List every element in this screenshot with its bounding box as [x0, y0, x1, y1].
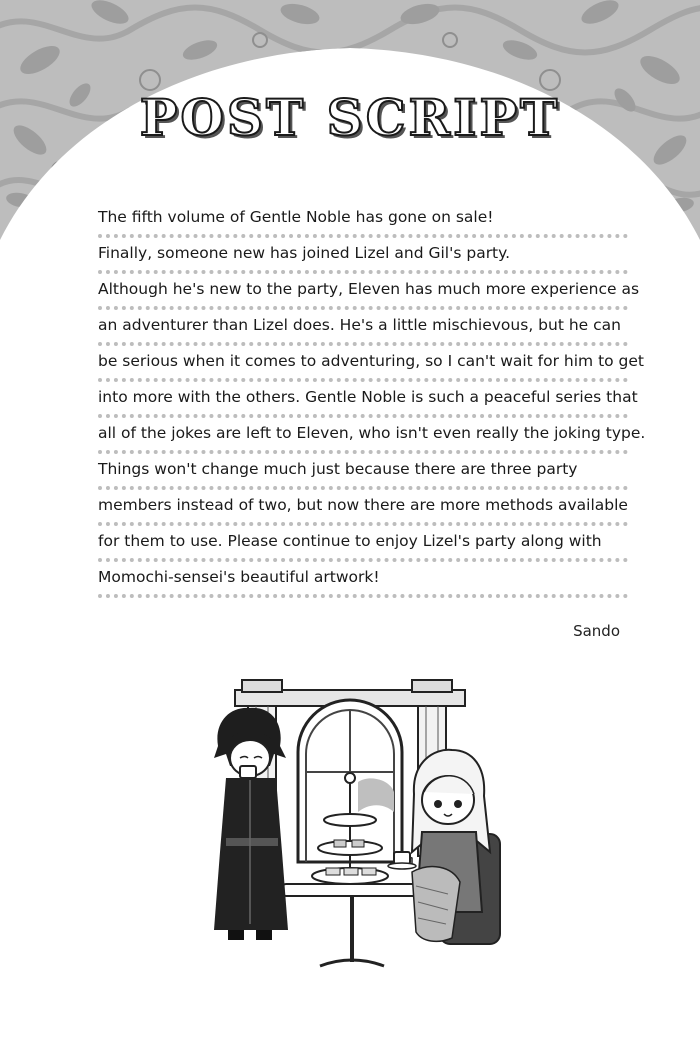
- text-line: Momochi-sensei's beautiful artwork!: [98, 562, 628, 598]
- text-line: Although he's new to the party, Eleven has much more experience as: [98, 274, 628, 310]
- author-signature: Sando: [573, 622, 620, 640]
- text-line: The fifth volume of Gentle Noble has gone on sale!: [98, 202, 628, 238]
- title-container: [0, 88, 700, 147]
- light-haired-character: [388, 750, 500, 944]
- postscript-body: [98, 202, 646, 598]
- text-line: all of the jokes are left to Eleven, who isn't even really the joking type.: [98, 418, 628, 454]
- text-line: an adventurer than Lizel does. He's a little mischievous, but he can: [98, 310, 628, 346]
- text-line: members instead of two, but now there are more methods available: [98, 490, 628, 526]
- text-line: into more with the others. Gentle Noble is such a peaceful series that: [98, 382, 628, 418]
- dark-haired-character: [214, 708, 288, 940]
- tea-party-illustration: [190, 662, 530, 992]
- tea-table: [282, 884, 422, 966]
- text-line: for them to use. Please continue to enjoy Lizel's party along with: [98, 526, 628, 562]
- text-line: Finally, someone new has joined Lizel and Gil's party.: [98, 238, 628, 274]
- text-line: be serious when it comes to adventuring, so I can't wait for him to get: [98, 346, 628, 382]
- text-line: Things won't change much just because there are three party: [98, 454, 628, 490]
- page-title: POST SCRIPT: [139, 88, 561, 147]
